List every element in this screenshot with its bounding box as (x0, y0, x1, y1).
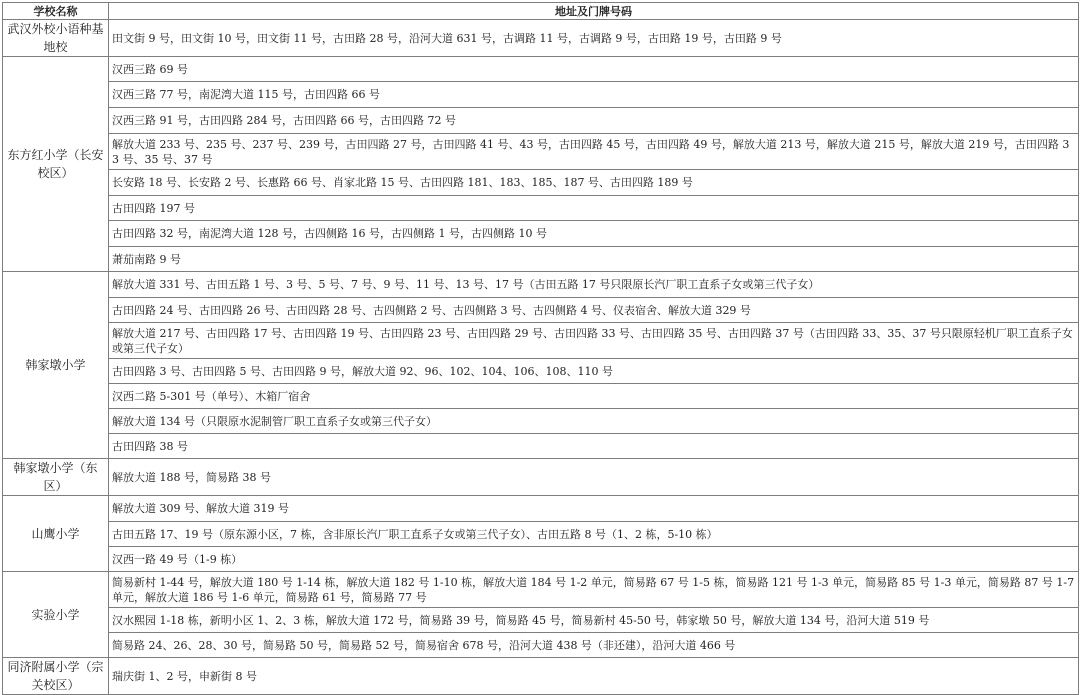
address-cell: 古田五路 17、19 号（原东源小区，7 栋，含非原长汽厂职工直系子女或第三代子女）、古田五路 8 号（1、2 栋，5-10 栋） (109, 522, 1079, 547)
address-cell: 汉水熙园 1-18 栋，新明小区 1、2、3 栋，解放大道 172 号，简易路 39 号，简易路 45 号，简易新村 45-50 号，韩家墩 50 号，解放大道 134 号，沿河大道 519 号 (109, 608, 1079, 633)
address-cell: 解放大道 233 号、235 号、237 号、239 号，古田四路 27 号，古田四路 41 号、43 号，古田四路 45 号，古田四路 49 号，解放大道 213 号，解放大道 215 号，解放大道 219 号，古田四路 33 号、35 号、37 号 (109, 134, 1079, 170)
table-row (3, 459, 1079, 496)
address-cell: 简易路 24、26、28、30 号，简易路 50 号，简易路 52 号，简易宿舍 678 号，沿河大道 438 号（非还建），沿河大道 466 号 (109, 633, 1079, 658)
address-cell: 解放大道 309 号、解放大道 319 号 (109, 496, 1079, 522)
school-name: 武汉外校小语种基地校 (3, 20, 109, 57)
table-row (3, 359, 1079, 384)
table-row (3, 633, 1079, 658)
address-cell: 古田四路 24 号、古田四路 26 号、古田四路 28 号、古四侧路 2 号、古四侧路 3 号、古四侧路 4 号、仪表宿舍、解放大道 329 号 (109, 298, 1079, 323)
table-row (3, 108, 1079, 134)
address-cell: 古田四路 32 号，南泥湾大道 128 号，古四侧路 16 号，古四侧路 1 号，古四侧路 10 号 (109, 221, 1079, 247)
address-cell: 解放大道 331 号、古田五路 1 号、3 号、5 号、7 号、9 号、11 号、13 号、17 号（古田五路 17 号只限原长汽厂职工直系子女或第三代子女） (109, 272, 1079, 298)
address-cell: 田文街 9 号，田文街 10 号，田文街 11 号，古田路 28 号，沿河大道 631 号，古调路 11 号，古调路 9 号，古田路 19 号，古田路 9 号 (109, 20, 1079, 57)
address-cell: 解放大道 134 号（只限原水泥制管厂职工直系子女或第三代子女） (109, 409, 1079, 434)
address-cell: 瑞庆街 1、2 号，申新街 8 号 (109, 658, 1079, 695)
table-row (3, 522, 1079, 547)
table-row (3, 82, 1079, 108)
address-cell: 汉西三路 91 号，古田四路 284 号，古田四路 66 号，古田四路 72 号 (109, 108, 1079, 134)
table-row (3, 196, 1079, 221)
table-row (3, 247, 1079, 272)
school-name: 同济附属小学（宗关校区） (3, 658, 109, 695)
address-cell: 汉西一路 49 号（1-9 栋） (109, 547, 1079, 572)
table-row (3, 298, 1079, 323)
address-cell: 古田四路 3 号、古田四路 5 号、古田四路 9 号，解放大道 92、96、102、104、106、108、110 号 (109, 359, 1079, 384)
table-row (3, 272, 1079, 298)
school-name: 实验小学 (3, 572, 109, 658)
table-row (3, 409, 1079, 434)
address-cell: 萧茄南路 9 号 (109, 247, 1079, 272)
table-row (3, 170, 1079, 196)
table-row (3, 20, 1079, 57)
address-cell: 解放大道 188 号，简易路 38 号 (109, 459, 1079, 496)
table-row (3, 608, 1079, 633)
table-row (3, 57, 1079, 82)
table-body (3, 20, 1079, 695)
table-row (3, 434, 1079, 459)
address-cell: 解放大道 217 号、古田四路 17 号、古田四路 19 号、古田四路 23 号、古田四路 29 号、古田四路 33 号、古田四路 35 号、古田四路 37 号（古田四路 33、35、37 号只限原轻机厂职工直系子女或第三代子女） (109, 323, 1079, 359)
address-cell: 简易新村 1-44 号，解放大道 180 号 1-14 栋，解放大道 182 号 1-10 栋，解放大道 184 号 1-2 单元，简易路 67 号 1-5 栋，简易路 121 号 1-3 单元，简易路 85 号 1-3 单元，简易路 87 号 1-7 单元，解放大道 186 号 1-6 单元，简易路 61 号，简易路 77 号 (109, 572, 1079, 608)
table-row (3, 547, 1079, 572)
table-row (3, 496, 1079, 522)
table-row (3, 134, 1079, 170)
table-row (3, 221, 1079, 247)
school-name: 东方红小学（长安校区） (3, 57, 109, 272)
header-school: 学校名称 (3, 3, 109, 20)
school-name: 韩家墩小学（东区） (3, 459, 109, 496)
address-cell: 汉西二路 5-301 号（单号）、木箱厂宿舍 (109, 384, 1079, 409)
table-row (3, 572, 1079, 608)
address-cell: 古田四路 38 号 (109, 434, 1079, 459)
school-name: 韩家墩小学 (3, 272, 109, 459)
address-cell: 汉西三路 77 号，南泥湾大道 115 号，古田四路 66 号 (109, 82, 1079, 108)
address-cell: 长安路 18 号、长安路 2 号、长惠路 66 号、肖家北路 15 号、古田四路 181、183、185、187 号、古田四路 189 号 (109, 170, 1079, 196)
table-row (3, 323, 1079, 359)
address-cell: 古田四路 197 号 (109, 196, 1079, 221)
header-address: 地址及门牌号码 (109, 3, 1079, 20)
school-name: 山鹰小学 (3, 496, 109, 572)
table-row (3, 384, 1079, 409)
school-district-table (2, 2, 1079, 695)
table-row (3, 658, 1079, 695)
address-cell: 汉西三路 69 号 (109, 57, 1079, 82)
header-row (3, 3, 1079, 20)
